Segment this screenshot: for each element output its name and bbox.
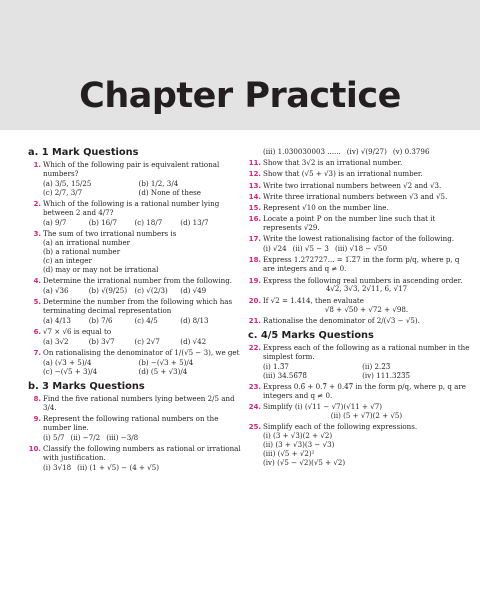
options: (a) √36 (b) √(9/25) (c) √(2/3) (d) √49 [43,285,207,295]
question-20: 20. If √2 = 1.414, then evaluate √8 + √50 + √72 + √98. [248,295,409,314]
options: (a) 4/13 (b) 7/6 (c) 4/5 (d) 8/13 [43,315,209,325]
options: (i) 5/7 (ii) −7/2 (iii) −3/8 [43,432,139,442]
question-16: 16. Locate a point P on the number line such that it represents √29. [248,214,436,233]
question-18: 18. Express 1.272727... = 1.̅2̅7 in the form p/q, where p, q are integers and q ≠ 0. [248,255,460,274]
question-24: 24. Simplify (i) (√11 − √7)(√11 + √7) (ii) (5 + √7)(2 + √5) [248,402,403,420]
question-5: 5. Determine the number from the following which has terminating decimal representation (a) 4/13 (b) 7/6 (c) 4/5 (d) 8/13 [28,298,242,326]
section-heading: c. 4/5 Marks Questions [248,329,374,341]
page-title: Chapter Practice [79,76,401,116]
question-12: 12. Show that (√5 + √3) is an irrational number. [248,169,423,179]
right-column [248,147,470,470]
question-10: 10. Classify the following numbers as rational or irrational with justification. (i) 3√18 (ii) (1 + √5) − (4 + √5) [28,444,241,472]
section-heading: a. 1 Mark Questions [28,147,139,158]
question-2: 2. Which of the following is a rational number lying between 2 and 4/7? (a) 9/7 (b) 16/7 (c) 18/7 (d) 13/7 [28,200,242,228]
question-17: 17. Write the lowest rationalising factor of the following. (i) √24 (ii) √5 − 3 (iii) √18 − √50 [248,235,470,254]
question-13: 13. Write two irrational numbers between √2 and √3. [248,180,442,190]
options: (i) √24 (ii) √5 − 3 (iii) √18 − √50 [263,244,388,254]
options: (i) 3√18 (ii) (1 + √5) − (4 + √5) [43,462,159,472]
section-heading: b. 3 Marks Questions [28,381,145,393]
question-19: 19. Express the following real numbers in ascending order. 4√2, 3√3, 2√11, 6, √17 [248,275,463,294]
title-banner [0,0,480,130]
options: (a) 3/5, 15/25 (b) 1/2, 3/4 (c) 2/7, 3/7 (d) None of these [43,178,201,197]
question-25: 25. Simplify each of the following expressions. (i) (3 + √3)(2 + √2) (ii) (3 + √3)(3 − √3) (iii) (√5 + √2)² (iv) (√5 − √2)(√5 + √2) [248,422,418,467]
question-3: 3. The sum of two irrational numbers is (a) an irrational number (b) a rational number (c) an integer (d) may or may not be irrational [33,228,177,274]
question-1: 1. Which of the following pair is equivalent rational numbers? (a) 3/5, 15/25 (b) 1/2, 3/4 (c) 2/7, 3/7 (d) None of these [28,161,242,198]
options: (a) 3√2 (b) 3√7 (c) 2√7 (d) √42 [43,336,207,346]
question-10-continued [248,148,470,157]
options: (i) 1.3̅7 (ii) 2.2̅3̅ (iii) 34.56̅7̅8̅ (iv) 111.32̅3̅5̅ [263,361,411,380]
question-21: 21. Rationalise the denominator of 2/(√3 − √5). [248,315,420,325]
options: (iii) 1.030030003 ...... (iv) √(9/27) (v) 0.3796 [263,147,430,156]
question-8: 8. Find the five rational numbers lying between 2/5 and 3/4. [33,394,235,412]
question-7: 7. On rationalising the denominator of 1/(√5 − 3), we get (a) (√3 + 5)/4 (b) −(√3 + 5)/4 (c) −(√5 + 3)/4 (d) (5 + √3)/4 [28,349,242,377]
question-6: 6. √7 × √6 is equal to (a) 3√2 (b) 3√7 (c) 2√7 (d) √42 [28,328,242,347]
left-column [28,147,242,475]
question-9: 9. Represent the following rational numbers on the number line. (i) 5/7 (ii) −7/2 (iii) −3/8 [28,415,242,443]
question-14: 14. Write three irrational numbers between √3 and √5. [248,191,448,201]
question-23: 23. Express 0.6̅ + 0.7̅ + 0.4̅7̅ in the form p/q, where p, q are integers and q ≠ 0. [248,381,466,400]
question-4: 4. Determine the irrational number from the following. (a) √36 (b) √(9/25) (c) √(2/3) (d) √49 [28,277,242,296]
question-22: 22. Express each of the following as a rational number in the simplest form. (i) 1.3̅7 (ii) 2.2̅3̅ (iii) 34.56̅7̅8̅ (iv) 111.32̅3̅5̅ [248,342,470,380]
options: (a) (√3 + 5)/4 (b) −(√3 + 5)/4 (c) −(√5 + 3)/4 (d) (5 + √3)/4 [43,357,194,376]
question-11: 11. Show that 3√2 is an irrational number. [248,158,403,168]
options: (a) 9/7 (b) 16/7 (c) 18/7 (d) 13/7 [43,217,209,227]
question-15: 15. Represent √10 on the number line. [248,203,389,213]
